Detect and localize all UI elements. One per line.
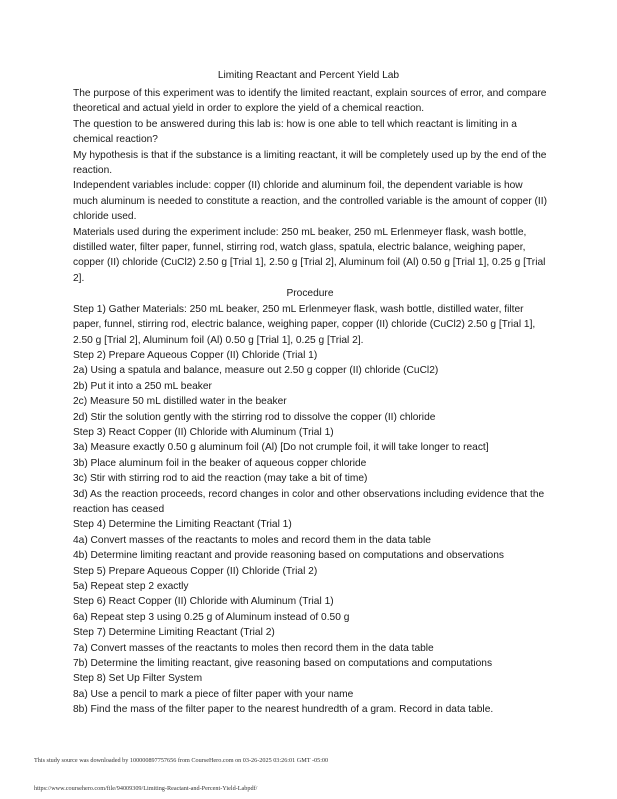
procedure-step: Step 3) React Copper (II) Chloride with Aluminum (Trial 1) [73, 426, 334, 438]
document-title: Limiting Reactant and Percent Yield Lab [217, 70, 400, 81]
variables-paragraph: Independent variables include: copper (II) chloride and aluminum foil, the dependent variable is how much aluminum is needed to constitute a reaction, and the controlled variable is the amount of copper (II) chloride used. [73, 180, 547, 223]
procedure-step: 2a) Using a spatula and balance, measure out 2.50 g copper (II) chloride (CuCl2) [73, 365, 439, 377]
procedure-step: 4b) Determine limiting reactant and provide reasoning based on computations and observations [73, 550, 504, 562]
purpose-paragraph: The purpose of this experiment was to identify the limited reactant, explain sources of error, and compare theoretical and actual yield in order to explore the yield of a chemical reaction. [73, 88, 547, 115]
procedure-step: 7a) Convert masses of the reactants to moles then record them in the data table [73, 642, 434, 654]
procedure-step: 5a) Repeat step 2 exactly [73, 581, 189, 592]
document-body [73, 86, 547, 718]
question-paragraph: The question to be answered during this lab is: how is one able to tell which reactant is limiting in a chemical reaction? [73, 118, 517, 146]
procedure-step: 6a) Repeat step 3 using 0.25 g of Aluminum instead of 0.50 g [73, 611, 350, 623]
procedure-step: Step 6) React Copper (II) Chloride with Aluminum (Trial 1) [73, 596, 334, 608]
procedure-step: 2d) Stir the solution gently with the stirring rod to dissolve the copper (II) chloride [73, 411, 436, 423]
download-source-note: This study source was downloaded by 100000897757656 from CourseHero.com on 03-26-2025 03:26:01 GMT -05:00 [34, 757, 329, 764]
materials-paragraph: Materials used during the experiment include: 250 mL beaker, 250 mL Erlenmeyer flask, wash bottle, distilled water, filter paper, funnel, stirring rod, watch glass, spatula, electric balance, weighing paper, copper (II) chloride (CuCl2) 2.50 g [Trial 1], 2.50 g [Trial 2], Aluminum foil (Al) 0.50 g [Trial 1], 0.25 g [Trial 2]. [73, 226, 546, 284]
procedure-step: 3a) Measure exactly 0.50 g aluminum foil (Al) [Do not crumple foil, it will take longer to react] [73, 442, 489, 454]
procedure-step: 8a) Use a pencil to mark a piece of filter paper with your name [73, 688, 354, 700]
procedure-step: Step 5) Prepare Aqueous Copper (II) Chloride (Trial 2) [73, 565, 318, 577]
procedure-step: Step 4) Determine the Limiting Reactant (Trial 1) [73, 519, 292, 531]
procedure-step: 3d) As the reaction proceeds, record changes in color and other observations including evidence that the reaction has ceased [73, 488, 545, 515]
procedure-heading: Procedure [286, 288, 334, 300]
procedure-step: 3b) Place aluminum foil in the beaker of aqueous copper chloride [73, 457, 367, 469]
procedure-step: 8b) Find the mass of the filter paper to the nearest hundredth of a gram. Record in data table. [73, 704, 494, 716]
procedure-step: Step 1) Gather Materials: 250 mL beaker, 250 mL Erlenmeyer flask, wash bottle, distilled water, filter paper, funnel, stirring rod, electric balance, weighing paper, copper (II) chloride (CuCl2) 2.50 g [Trial 1], 2.50 g [Trial 2], Aluminum foil (Al) 0.50 g [Trial 1], 0.25 g [Trial 2]. [73, 303, 536, 346]
procedure-step: Step 8) Set Up Filter System [73, 673, 203, 685]
hypothesis-paragraph: My hypothesis is that if the substance is a limiting reactant, it will be completely used up by the end of the reaction. [73, 149, 547, 177]
procedure-step: 3c) Stir with stirring rod to aid the reaction (may take a bit of time) [73, 473, 368, 485]
source-url[interactable]: https://www.coursehero.com/file/94009309/Limiting-Reactant-and-Percent-Yield-Labpdf/ [34, 785, 258, 792]
procedure-step: 7b) Determine the limiting reactant, give reasoning based on computations and computations [73, 658, 493, 670]
procedure-step: Step 7) Determine Limiting Reactant (Trial 2) [73, 627, 275, 639]
procedure-step: 2c) Measure 50 mL distilled water in the beaker [73, 396, 287, 408]
procedure-step: 2b) Put it into a 250 mL beaker [73, 380, 212, 392]
procedure-step: Step 2) Prepare Aqueous Copper (II) Chloride (Trial 1) [73, 349, 318, 361]
procedure-step: 4a) Convert masses of the reactants to moles and record them in the data table [73, 534, 431, 546]
